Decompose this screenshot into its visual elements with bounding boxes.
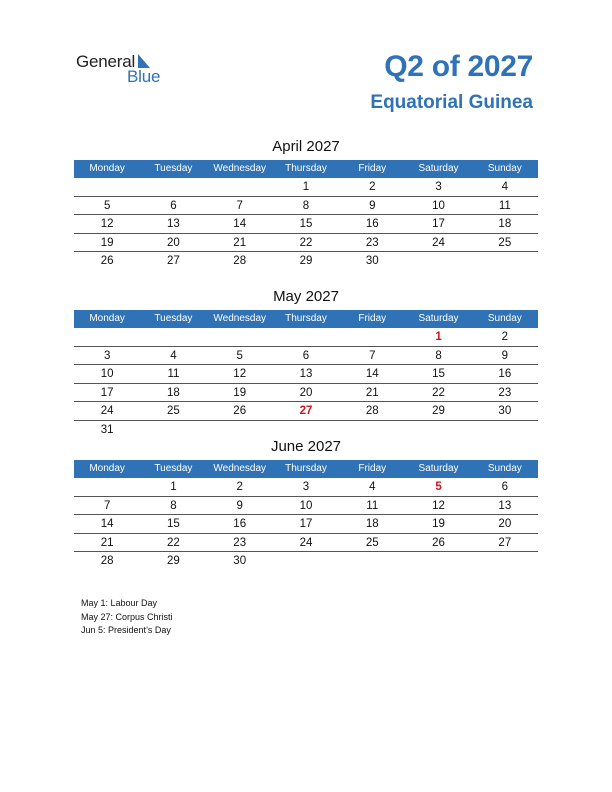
month-title: June 2027 bbox=[270, 438, 342, 455]
day-cell: 23 bbox=[365, 236, 379, 249]
weekday-header: Wednesday bbox=[213, 463, 267, 474]
day-cell: 4 bbox=[501, 181, 509, 193]
day-cell: 30 bbox=[233, 555, 247, 567]
weekday-header-row bbox=[74, 160, 538, 178]
day-cell bbox=[273, 552, 339, 571]
day-cell bbox=[140, 178, 206, 196]
day-cell: 21 bbox=[233, 236, 247, 249]
day-cell: 7 bbox=[236, 199, 243, 212]
week-row bbox=[74, 421, 538, 440]
day-cell: 17 bbox=[299, 518, 313, 530]
day-cell: 9 bbox=[501, 349, 509, 362]
day-cell: 9 bbox=[236, 499, 243, 512]
day-cell: 22 bbox=[432, 386, 445, 399]
weekday-header: Wednesday bbox=[213, 313, 267, 324]
day-cell: 3 bbox=[435, 181, 442, 193]
logo-text-general: General bbox=[76, 52, 136, 71]
day-cell: 17 bbox=[432, 218, 445, 230]
day-cell: 20 bbox=[498, 518, 512, 530]
day-cell: 23 bbox=[498, 386, 512, 399]
day-cell: 24 bbox=[299, 536, 313, 549]
day-cell: 4 bbox=[369, 481, 376, 493]
day-cell: 18 bbox=[167, 386, 180, 399]
day-cell bbox=[339, 328, 405, 346]
holiday-notes bbox=[81, 597, 173, 638]
day-cell: 29 bbox=[167, 555, 180, 567]
day-cell bbox=[273, 328, 339, 346]
week-row bbox=[74, 347, 538, 366]
day-cell: 15 bbox=[432, 368, 445, 380]
week-row bbox=[74, 365, 538, 384]
week-row bbox=[74, 252, 538, 271]
day-cell: 7 bbox=[103, 499, 111, 512]
day-cell: 8 bbox=[302, 199, 310, 212]
day-cell bbox=[472, 252, 538, 271]
day-cell: 5 bbox=[236, 349, 243, 362]
day-cell bbox=[207, 328, 273, 346]
week-row bbox=[74, 234, 538, 253]
holiday-day-cell: 1 bbox=[435, 331, 442, 343]
day-cell: 15 bbox=[299, 218, 313, 230]
day-cell: 27 bbox=[498, 536, 512, 549]
day-cell: 25 bbox=[498, 236, 512, 249]
day-cell: 20 bbox=[167, 236, 180, 249]
day-cell: 28 bbox=[100, 555, 114, 567]
day-cell: 11 bbox=[498, 199, 511, 212]
day-cell bbox=[339, 421, 405, 440]
weekday-header-row bbox=[74, 310, 538, 328]
day-cell: 13 bbox=[299, 368, 313, 380]
day-cell: 11 bbox=[366, 499, 379, 512]
day-cell: 28 bbox=[365, 405, 379, 417]
day-cell: 10 bbox=[432, 199, 445, 212]
day-cell: 11 bbox=[167, 368, 180, 380]
day-cell: 21 bbox=[100, 536, 114, 549]
day-cell bbox=[140, 421, 206, 440]
day-cell bbox=[405, 252, 471, 271]
weekday-header: Thursday bbox=[285, 463, 327, 474]
day-cell bbox=[472, 552, 538, 571]
day-cell bbox=[405, 552, 471, 571]
day-cell: 26 bbox=[100, 255, 114, 267]
day-cell: 8 bbox=[435, 349, 442, 362]
day-cell: 17 bbox=[100, 386, 114, 399]
day-cell: 26 bbox=[432, 536, 445, 549]
month-calendar bbox=[74, 138, 538, 271]
week-row bbox=[74, 178, 538, 197]
weekday-header: Saturday bbox=[418, 313, 459, 324]
week-row bbox=[74, 497, 538, 516]
week-row bbox=[74, 402, 538, 421]
page-subtitle: Equatorial Guinea bbox=[370, 92, 533, 113]
weekday-header: Thursday bbox=[285, 313, 327, 324]
day-cell bbox=[339, 552, 405, 571]
week-row bbox=[74, 534, 538, 553]
day-cell: 2 bbox=[369, 181, 376, 193]
day-cell: 16 bbox=[498, 368, 512, 380]
day-cell: 18 bbox=[365, 518, 379, 530]
day-cell: 6 bbox=[501, 481, 509, 493]
weekday-header: Wednesday bbox=[213, 163, 267, 174]
month-title: April 2027 bbox=[272, 138, 340, 155]
day-cell: 26 bbox=[233, 405, 247, 417]
day-cell bbox=[74, 478, 140, 496]
weekday-header: Friday bbox=[358, 463, 387, 474]
day-cell: 13 bbox=[167, 218, 180, 230]
day-cell: 13 bbox=[498, 499, 512, 512]
day-cell bbox=[207, 178, 273, 196]
day-cell: 30 bbox=[365, 255, 379, 267]
day-cell: 16 bbox=[365, 218, 379, 230]
weekday-header: Tuesday bbox=[154, 313, 193, 324]
weekday-header: Friday bbox=[358, 313, 387, 324]
weekday-header: Sunday bbox=[487, 163, 522, 174]
page-title: Q2 of 2027 bbox=[384, 50, 533, 83]
day-cell: 7 bbox=[369, 349, 376, 362]
day-cell: 22 bbox=[299, 236, 313, 249]
weekday-header: Sunday bbox=[487, 463, 522, 474]
day-cell bbox=[207, 421, 273, 440]
weekday-header: Monday bbox=[89, 463, 125, 474]
day-cell: 3 bbox=[302, 481, 310, 493]
week-row bbox=[74, 328, 538, 347]
day-cell: 28 bbox=[233, 255, 247, 267]
weekday-header: Friday bbox=[358, 163, 387, 174]
day-cell: 19 bbox=[100, 236, 114, 249]
month-calendar bbox=[74, 288, 538, 439]
month-title: May 2027 bbox=[273, 288, 339, 305]
week-row bbox=[74, 215, 538, 234]
day-cell: 8 bbox=[170, 499, 177, 512]
weekday-header: Monday bbox=[89, 163, 125, 174]
day-cell: 3 bbox=[103, 349, 111, 362]
week-row bbox=[74, 478, 538, 497]
month-calendar bbox=[74, 438, 538, 571]
day-cell bbox=[405, 421, 471, 440]
holiday-note: Jun 5: President’s Day bbox=[81, 625, 171, 635]
day-cell bbox=[74, 178, 140, 196]
week-row bbox=[74, 515, 538, 534]
weekday-header: Sunday bbox=[487, 313, 522, 324]
day-cell: 21 bbox=[365, 386, 379, 399]
logo-flag-icon bbox=[138, 54, 150, 68]
day-cell bbox=[140, 328, 206, 346]
day-cell: 18 bbox=[498, 218, 512, 230]
holiday-note: May 1: Labour Day bbox=[81, 598, 158, 608]
day-cell: 29 bbox=[432, 405, 445, 417]
day-cell: 27 bbox=[167, 255, 180, 267]
holiday-note: May 27: Corpus Christi bbox=[81, 611, 173, 622]
day-cell: 29 bbox=[299, 255, 313, 267]
day-cell: 30 bbox=[498, 405, 512, 417]
day-cell: 10 bbox=[100, 368, 114, 380]
week-row bbox=[74, 384, 538, 403]
day-cell: 10 bbox=[299, 499, 313, 512]
week-row bbox=[74, 197, 538, 216]
day-cell: 12 bbox=[432, 499, 445, 512]
day-cell: 14 bbox=[365, 368, 379, 380]
day-cell: 14 bbox=[100, 518, 114, 530]
day-cell: 12 bbox=[233, 368, 247, 380]
day-cell: 24 bbox=[100, 405, 114, 417]
day-cell: 1 bbox=[170, 481, 177, 493]
day-cell: 6 bbox=[302, 349, 310, 362]
weekday-header: Saturday bbox=[418, 163, 459, 174]
day-cell: 15 bbox=[167, 518, 180, 530]
day-cell: 19 bbox=[233, 386, 247, 399]
day-cell: 23 bbox=[233, 536, 247, 549]
day-cell: 6 bbox=[170, 199, 177, 212]
day-cell: 25 bbox=[167, 405, 180, 417]
weekday-header-row bbox=[74, 460, 538, 478]
day-cell: 1 bbox=[302, 181, 310, 193]
logo-text-blue: Blue bbox=[127, 67, 161, 86]
weekday-header: Thursday bbox=[285, 163, 327, 174]
day-cell: 14 bbox=[233, 218, 247, 230]
day-cell bbox=[273, 421, 339, 440]
day-cell: 4 bbox=[170, 349, 177, 362]
weekday-header: Tuesday bbox=[154, 163, 193, 174]
day-cell: 16 bbox=[233, 518, 247, 530]
week-row bbox=[74, 552, 538, 571]
holiday-day-cell: 27 bbox=[299, 405, 313, 417]
day-cell: 2 bbox=[236, 481, 243, 493]
holiday-day-cell: 5 bbox=[435, 481, 442, 493]
day-cell: 19 bbox=[432, 518, 445, 530]
weekday-header: Tuesday bbox=[154, 463, 193, 474]
day-cell: 25 bbox=[365, 536, 379, 549]
day-cell bbox=[472, 421, 538, 440]
day-cell: 12 bbox=[100, 218, 114, 230]
day-cell: 5 bbox=[103, 199, 111, 212]
brand-logo bbox=[76, 52, 176, 88]
day-cell: 22 bbox=[167, 536, 180, 549]
day-cell: 24 bbox=[432, 236, 445, 249]
weekday-header: Saturday bbox=[418, 463, 459, 474]
day-cell: 9 bbox=[369, 199, 376, 212]
day-cell: 20 bbox=[299, 386, 313, 399]
day-cell: 31 bbox=[100, 423, 114, 436]
day-cell bbox=[74, 328, 140, 346]
day-cell: 2 bbox=[501, 331, 509, 343]
weekday-header: Monday bbox=[89, 313, 125, 324]
